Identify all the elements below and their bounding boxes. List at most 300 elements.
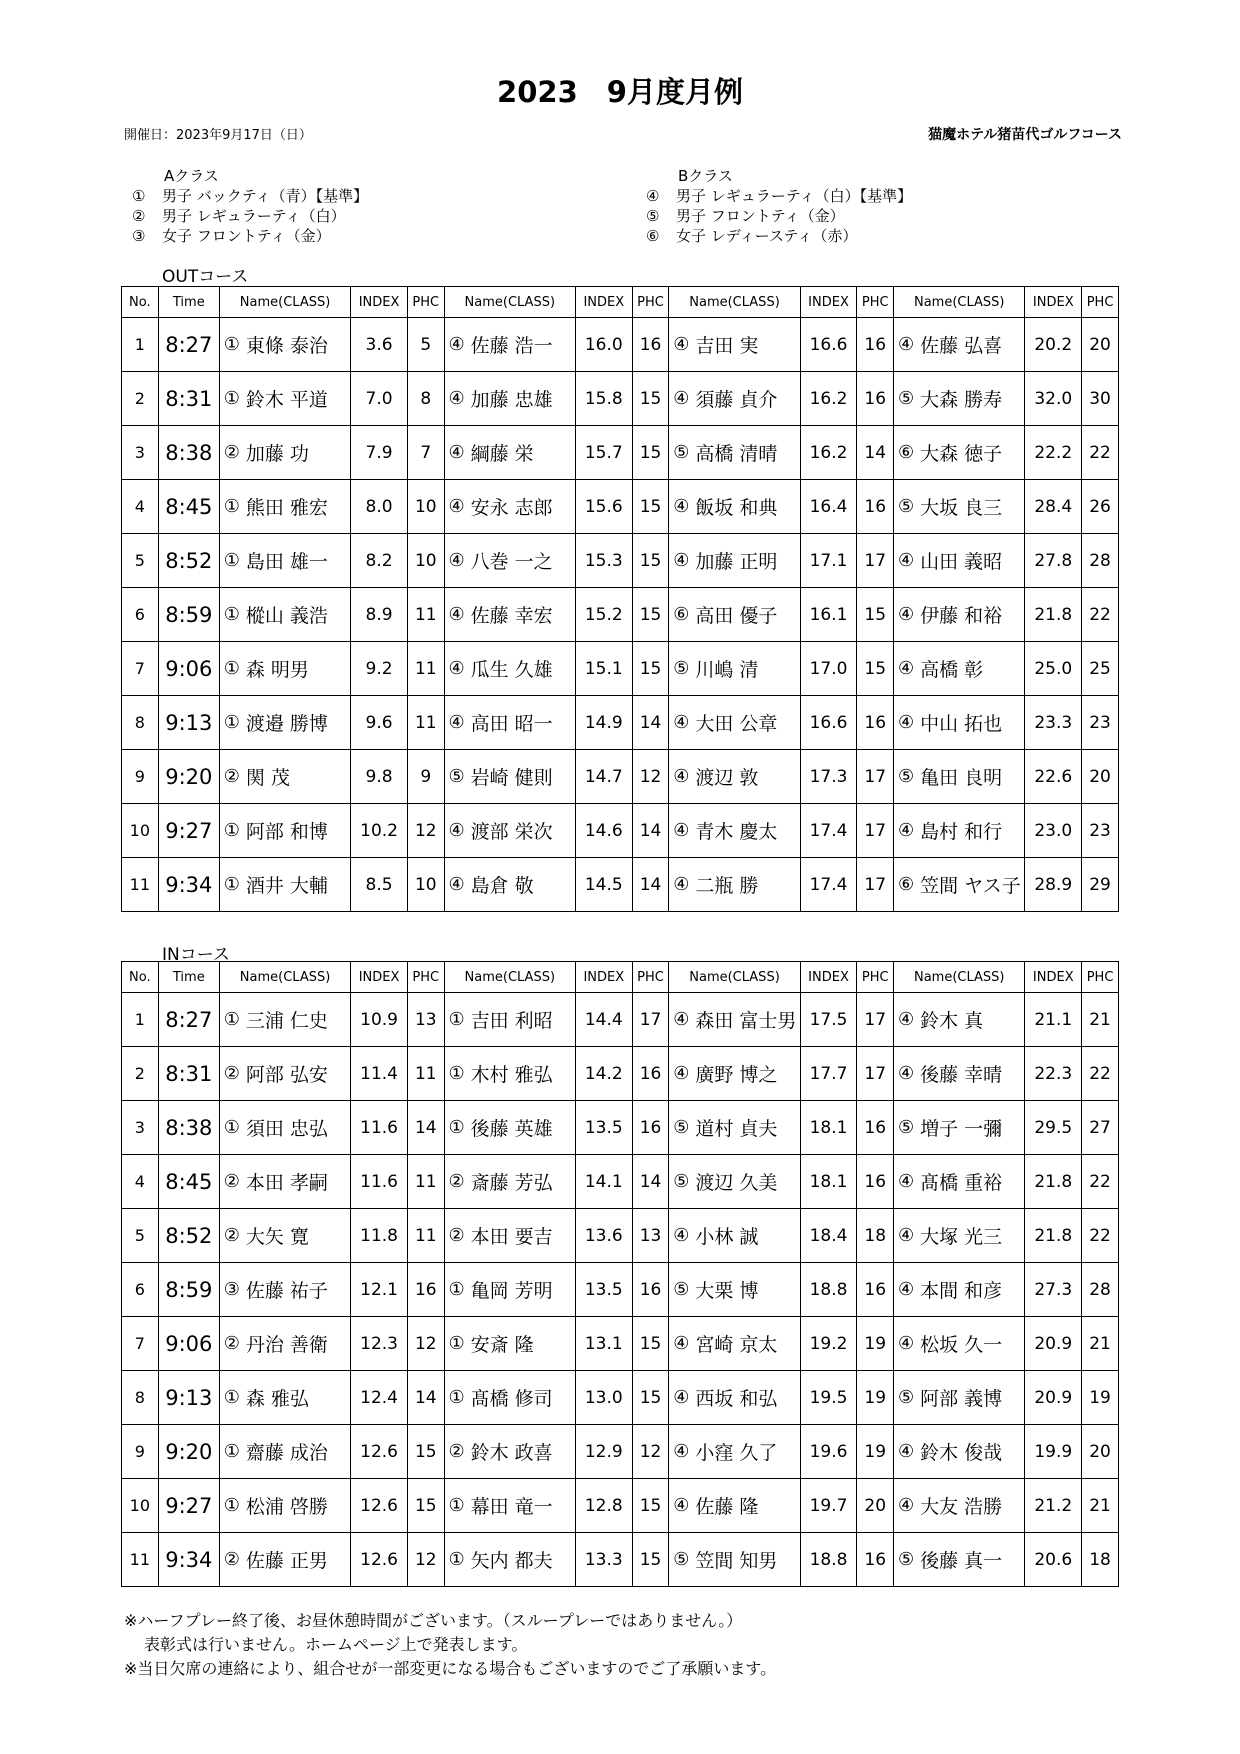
group-number: 7	[122, 642, 159, 696]
player-name: 亀田 良明	[918, 750, 1025, 804]
player-name: 阿部 義博	[918, 1371, 1025, 1425]
table-row	[122, 480, 1119, 534]
header-phc: PHC	[1082, 287, 1119, 318]
header-index: INDEX	[351, 287, 408, 318]
player-index: 14.7	[575, 750, 632, 804]
header-time: Time	[158, 962, 219, 993]
player-class: ⑤	[669, 642, 693, 696]
player-name: 岩崎 健則	[469, 750, 576, 804]
player-name: 佐藤 幸宏	[469, 588, 576, 642]
player-name: 阿部 弘安	[244, 1047, 351, 1101]
table-row	[122, 372, 1119, 426]
player-name: 樅山 義浩	[244, 588, 351, 642]
player-phc: 28	[1082, 1263, 1119, 1317]
player-name: 瓜生 久雄	[469, 642, 576, 696]
tee-time: 8:31	[158, 1047, 219, 1101]
player-name: 青木 慶太	[693, 804, 800, 858]
header-phc: PHC	[407, 287, 444, 318]
player-class: ④	[444, 534, 468, 588]
player-index: 21.2	[1025, 1479, 1082, 1533]
player-class: ④	[444, 372, 468, 426]
player-phc: 22	[1082, 426, 1119, 480]
player-name: 大栗 博	[693, 1263, 800, 1317]
player-index: 32.0	[1025, 372, 1082, 426]
player-class: ①	[219, 372, 243, 426]
player-phc: 15	[632, 1479, 669, 1533]
player-name: 加藤 功	[244, 426, 351, 480]
player-phc: 20	[1082, 318, 1119, 372]
venue-name: 猫魔ホテル猪苗代ゴルフコース	[928, 127, 1122, 143]
tee-time: 9:27	[158, 804, 219, 858]
player-index: 15.2	[575, 588, 632, 642]
player-phc: 30	[1082, 372, 1119, 426]
player-phc: 17	[857, 534, 894, 588]
class-item	[126, 206, 368, 226]
player-class: ①	[219, 1371, 243, 1425]
header-name-class: Name(CLASS)	[219, 962, 350, 993]
player-name: 吉田 実	[693, 318, 800, 372]
header-row	[122, 287, 1119, 318]
player-phc: 13	[407, 993, 444, 1047]
player-index: 12.8	[575, 1479, 632, 1533]
player-phc: 15	[407, 1425, 444, 1479]
class-item	[640, 186, 912, 206]
class-label: 男子 フロントティ（金）	[676, 207, 845, 225]
player-class: ④	[894, 1317, 918, 1371]
player-class: ④	[894, 588, 918, 642]
player-name: 髙橋 修司	[469, 1371, 576, 1425]
player-name: 吉田 利昭	[469, 993, 576, 1047]
player-phc: 16	[857, 1155, 894, 1209]
header-name-class: Name(CLASS)	[219, 287, 350, 318]
player-index: 21.8	[1025, 1209, 1082, 1263]
player-name: 鈴木 平道	[244, 372, 351, 426]
player-phc: 9	[407, 750, 444, 804]
table-row	[122, 1155, 1119, 1209]
player-class: ⑤	[669, 1533, 693, 1587]
player-phc: 10	[407, 534, 444, 588]
player-name: 髙橋 重裕	[918, 1155, 1025, 1209]
player-index: 28.4	[1025, 480, 1082, 534]
player-class: ④	[444, 318, 468, 372]
tee-time: 9:20	[158, 750, 219, 804]
player-phc: 21	[1082, 1479, 1119, 1533]
player-class: ④	[669, 804, 693, 858]
player-name: 森 雅弘	[244, 1371, 351, 1425]
player-phc: 17	[632, 993, 669, 1047]
player-index: 22.6	[1025, 750, 1082, 804]
player-phc: 14	[632, 804, 669, 858]
player-phc: 12	[407, 1317, 444, 1371]
player-name: 矢内 都夫	[469, 1533, 576, 1587]
table-row	[122, 642, 1119, 696]
player-index: 16.4	[800, 480, 857, 534]
player-index: 18.1	[800, 1101, 857, 1155]
player-class: ①	[444, 1101, 468, 1155]
player-name: 綱藤 栄	[469, 426, 576, 480]
player-phc: 15	[632, 588, 669, 642]
class-a-legend	[126, 166, 368, 246]
player-index: 19.5	[800, 1371, 857, 1425]
player-class: ①	[219, 696, 243, 750]
class-item	[126, 226, 368, 246]
player-phc: 14	[857, 426, 894, 480]
player-name: 増子 一彌	[918, 1101, 1025, 1155]
player-phc: 26	[1082, 480, 1119, 534]
tee-time: 8:27	[158, 993, 219, 1047]
table-row	[122, 318, 1119, 372]
player-index: 16.6	[800, 696, 857, 750]
player-name: 本間 和彦	[918, 1263, 1025, 1317]
player-index: 22.2	[1025, 426, 1082, 480]
note-line: ※当日欠席の連絡により、組合せが一部変更になる場合もございますのでご了承願います。	[124, 1659, 777, 1678]
player-class: ①	[219, 993, 243, 1047]
player-phc: 15	[857, 588, 894, 642]
header-name-class: Name(CLASS)	[669, 962, 800, 993]
table-row	[122, 588, 1119, 642]
player-phc: 15	[632, 1371, 669, 1425]
player-index: 12.6	[351, 1479, 408, 1533]
player-class: ④	[894, 1263, 918, 1317]
player-phc: 20	[1082, 750, 1119, 804]
player-class: ④	[669, 1209, 693, 1263]
player-phc: 11	[407, 1209, 444, 1263]
player-name: 鈴木 政喜	[469, 1425, 576, 1479]
player-index: 12.6	[351, 1533, 408, 1587]
player-class: ④	[444, 696, 468, 750]
player-index: 19.9	[1025, 1425, 1082, 1479]
player-index: 9.2	[351, 642, 408, 696]
player-name: 斎藤 芳弘	[469, 1155, 576, 1209]
player-name: 佐藤 祐子	[244, 1263, 351, 1317]
tee-time: 9:34	[158, 1533, 219, 1587]
player-name: 島村 和行	[918, 804, 1025, 858]
table-row	[122, 1101, 1119, 1155]
player-index: 13.0	[575, 1371, 632, 1425]
player-phc: 11	[407, 696, 444, 750]
player-class: ④	[669, 1317, 693, 1371]
header-no: No.	[122, 287, 159, 318]
player-index: 27.8	[1025, 534, 1082, 588]
note-line: 表彰式は行いません。ホームページ上で発表します。	[144, 1635, 528, 1654]
player-class: ④	[444, 426, 468, 480]
player-class: ①	[219, 1425, 243, 1479]
player-class: ⑤	[894, 750, 918, 804]
player-index: 21.1	[1025, 993, 1082, 1047]
player-index: 17.4	[800, 858, 857, 912]
player-name: 森 明男	[244, 642, 351, 696]
player-name: 松坂 久一	[918, 1317, 1025, 1371]
header-index: INDEX	[351, 962, 408, 993]
player-name: 安永 志郎	[469, 480, 576, 534]
table-row	[122, 1479, 1119, 1533]
player-phc: 7	[407, 426, 444, 480]
player-phc: 14	[632, 858, 669, 912]
out-course-table	[121, 286, 1119, 912]
player-phc: 22	[1082, 1155, 1119, 1209]
player-name: 小窪 久了	[693, 1425, 800, 1479]
player-index: 8.9	[351, 588, 408, 642]
player-index: 19.6	[800, 1425, 857, 1479]
player-name: 島田 雄一	[244, 534, 351, 588]
player-name: 東條 泰治	[244, 318, 351, 372]
tee-time: 8:52	[158, 1209, 219, 1263]
class-number: ⑤	[646, 207, 660, 225]
group-number: 4	[122, 1155, 159, 1209]
player-name: 本田 要吉	[469, 1209, 576, 1263]
player-class: ②	[219, 1209, 243, 1263]
player-index: 20.6	[1025, 1533, 1082, 1587]
player-name: 伊藤 和裕	[918, 588, 1025, 642]
player-index: 17.4	[800, 804, 857, 858]
out-course-label: OUTコース	[162, 267, 249, 287]
player-phc: 14	[407, 1101, 444, 1155]
player-index: 12.1	[351, 1263, 408, 1317]
player-name: 川嶋 清	[693, 642, 800, 696]
group-number: 7	[122, 1317, 159, 1371]
group-number: 9	[122, 1425, 159, 1479]
player-name: 廣野 博之	[693, 1047, 800, 1101]
player-phc: 10	[407, 480, 444, 534]
group-number: 4	[122, 480, 159, 534]
player-class: ⑤	[894, 372, 918, 426]
player-phc: 15	[407, 1479, 444, 1533]
player-phc: 14	[407, 1371, 444, 1425]
player-name: 中山 拓也	[918, 696, 1025, 750]
player-phc: 15	[632, 1317, 669, 1371]
player-phc: 22	[1082, 1047, 1119, 1101]
player-class: ②	[219, 1155, 243, 1209]
group-number: 2	[122, 372, 159, 426]
player-phc: 14	[632, 696, 669, 750]
player-class: ④	[894, 1047, 918, 1101]
player-name: 須藤 貞介	[693, 372, 800, 426]
player-phc: 21	[1082, 1317, 1119, 1371]
table-row	[122, 534, 1119, 588]
player-index: 15.3	[575, 534, 632, 588]
group-number: 11	[122, 1533, 159, 1587]
player-class: ④	[669, 534, 693, 588]
player-name: 熊田 雅宏	[244, 480, 351, 534]
header-name-class: Name(CLASS)	[444, 962, 575, 993]
player-class: ②	[444, 1209, 468, 1263]
in-course-table	[121, 961, 1119, 1587]
note-line: ※ハーフプレー終了後、お昼休憩時間がございます。（スループレーではありません。）	[124, 1611, 743, 1630]
player-index: 9.8	[351, 750, 408, 804]
player-index: 27.3	[1025, 1263, 1082, 1317]
class-number: ⑥	[646, 227, 660, 245]
player-class: ①	[444, 1479, 468, 1533]
header-name-class: Name(CLASS)	[894, 962, 1025, 993]
tee-time: 8:45	[158, 480, 219, 534]
player-class: ⑥	[669, 588, 693, 642]
player-phc: 15	[632, 534, 669, 588]
player-index: 19.2	[800, 1317, 857, 1371]
group-number: 10	[122, 804, 159, 858]
player-name: 佐藤 隆	[693, 1479, 800, 1533]
group-number: 1	[122, 318, 159, 372]
player-phc: 18	[1082, 1533, 1119, 1587]
header-phc: PHC	[857, 962, 894, 993]
player-class: ⑤	[894, 1371, 918, 1425]
player-phc: 25	[1082, 642, 1119, 696]
tee-time: 8:38	[158, 426, 219, 480]
header-phc: PHC	[857, 287, 894, 318]
player-phc: 15	[632, 642, 669, 696]
player-class: ④	[669, 1479, 693, 1533]
player-index: 14.2	[575, 1047, 632, 1101]
player-name: 道村 貞夫	[693, 1101, 800, 1155]
player-phc: 17	[857, 1047, 894, 1101]
player-index: 13.1	[575, 1317, 632, 1371]
player-index: 13.5	[575, 1101, 632, 1155]
player-index: 29.5	[1025, 1101, 1082, 1155]
player-index: 28.9	[1025, 858, 1082, 912]
player-index: 14.9	[575, 696, 632, 750]
player-phc: 14	[632, 1155, 669, 1209]
group-number: 3	[122, 426, 159, 480]
player-class: ⑤	[669, 1263, 693, 1317]
player-phc: 12	[632, 1425, 669, 1479]
player-index: 20.9	[1025, 1371, 1082, 1425]
player-name: 渡邉 勝博	[244, 696, 351, 750]
player-index: 23.0	[1025, 804, 1082, 858]
player-index: 17.1	[800, 534, 857, 588]
player-index: 9.6	[351, 696, 408, 750]
header-index: INDEX	[575, 962, 632, 993]
player-class: ⑤	[894, 480, 918, 534]
class-item	[640, 206, 912, 226]
player-class: ④	[444, 642, 468, 696]
player-name: 渡部 栄次	[469, 804, 576, 858]
header-phc: PHC	[632, 962, 669, 993]
player-name: 笠間 知男	[693, 1533, 800, 1587]
player-index: 10.2	[351, 804, 408, 858]
notes	[124, 1609, 776, 1681]
group-number: 1	[122, 993, 159, 1047]
player-class: ④	[669, 318, 693, 372]
player-phc: 16	[857, 696, 894, 750]
player-phc: 16	[857, 480, 894, 534]
player-index: 15.1	[575, 642, 632, 696]
player-phc: 15	[632, 426, 669, 480]
player-phc: 16	[857, 1533, 894, 1587]
header-index: INDEX	[575, 287, 632, 318]
player-class: ①	[444, 993, 468, 1047]
player-index: 12.4	[351, 1371, 408, 1425]
player-name: 高田 優子	[693, 588, 800, 642]
player-phc: 16	[857, 1263, 894, 1317]
player-index: 8.0	[351, 480, 408, 534]
class-number: ④	[646, 187, 660, 205]
player-phc: 11	[407, 1155, 444, 1209]
player-class: ①	[219, 588, 243, 642]
tee-time: 8:31	[158, 372, 219, 426]
group-number: 9	[122, 750, 159, 804]
player-class: ④	[444, 480, 468, 534]
tee-time: 8:52	[158, 534, 219, 588]
player-index: 17.5	[800, 993, 857, 1047]
player-name: 大塚 光三	[918, 1209, 1025, 1263]
player-phc: 20	[1082, 1425, 1119, 1479]
player-phc: 23	[1082, 696, 1119, 750]
player-phc: 18	[857, 1209, 894, 1263]
player-index: 10.9	[351, 993, 408, 1047]
player-class: ②	[219, 1047, 243, 1101]
player-phc: 21	[1082, 993, 1119, 1047]
player-name: 高橋 清晴	[693, 426, 800, 480]
player-name: 小林 誠	[693, 1209, 800, 1263]
tee-time: 9:20	[158, 1425, 219, 1479]
player-index: 13.3	[575, 1533, 632, 1587]
player-class: ④	[444, 804, 468, 858]
tee-time: 9:06	[158, 1317, 219, 1371]
header-name-class: Name(CLASS)	[669, 287, 800, 318]
player-class: ④	[669, 993, 693, 1047]
player-phc: 11	[407, 1047, 444, 1101]
player-index: 16.1	[800, 588, 857, 642]
player-index: 18.8	[800, 1533, 857, 1587]
player-name: 大坂 良三	[918, 480, 1025, 534]
player-phc: 15	[632, 1533, 669, 1587]
header-row	[122, 962, 1119, 993]
player-name: 八巻 一之	[469, 534, 576, 588]
player-name: 佐藤 弘喜	[918, 318, 1025, 372]
player-class: ④	[894, 1425, 918, 1479]
player-index: 21.8	[1025, 1155, 1082, 1209]
player-index: 25.0	[1025, 642, 1082, 696]
player-index: 20.9	[1025, 1317, 1082, 1371]
table-row	[122, 750, 1119, 804]
player-class: ②	[444, 1155, 468, 1209]
player-name: 高田 昭一	[469, 696, 576, 750]
player-class: ④	[894, 1479, 918, 1533]
player-class: ④	[444, 858, 468, 912]
group-number: 10	[122, 1479, 159, 1533]
group-number: 11	[122, 858, 159, 912]
player-phc: 22	[1082, 588, 1119, 642]
player-name: 酒井 大輔	[244, 858, 351, 912]
player-class: ②	[219, 1533, 243, 1587]
player-index: 7.0	[351, 372, 408, 426]
player-class: ④	[669, 696, 693, 750]
player-name: 山田 義昭	[918, 534, 1025, 588]
class-number: ③	[132, 227, 146, 245]
player-name: 安斎 隆	[469, 1317, 576, 1371]
event-date: 開催日：2023年9月17日（日）	[124, 128, 312, 143]
player-class: ①	[219, 1479, 243, 1533]
class-item	[126, 186, 368, 206]
player-name: 後藤 幸晴	[918, 1047, 1025, 1101]
group-number: 6	[122, 1263, 159, 1317]
player-name: 加藤 正明	[693, 534, 800, 588]
class-number: ②	[132, 207, 146, 225]
class-label: 女子 フロントティ（金）	[162, 227, 331, 245]
player-name: 加藤 忠雄	[469, 372, 576, 426]
player-phc: 19	[1082, 1371, 1119, 1425]
player-name: 二瓶 勝	[693, 858, 800, 912]
player-phc: 15	[857, 642, 894, 696]
player-name: 渡辺 久美	[693, 1155, 800, 1209]
player-index: 21.8	[1025, 588, 1082, 642]
table-row	[122, 1047, 1119, 1101]
player-class: ④	[669, 750, 693, 804]
player-phc: 22	[1082, 1209, 1119, 1263]
player-class: ①	[219, 318, 243, 372]
player-index: 18.4	[800, 1209, 857, 1263]
player-name: 齋藤 成治	[244, 1425, 351, 1479]
player-phc: 19	[857, 1371, 894, 1425]
